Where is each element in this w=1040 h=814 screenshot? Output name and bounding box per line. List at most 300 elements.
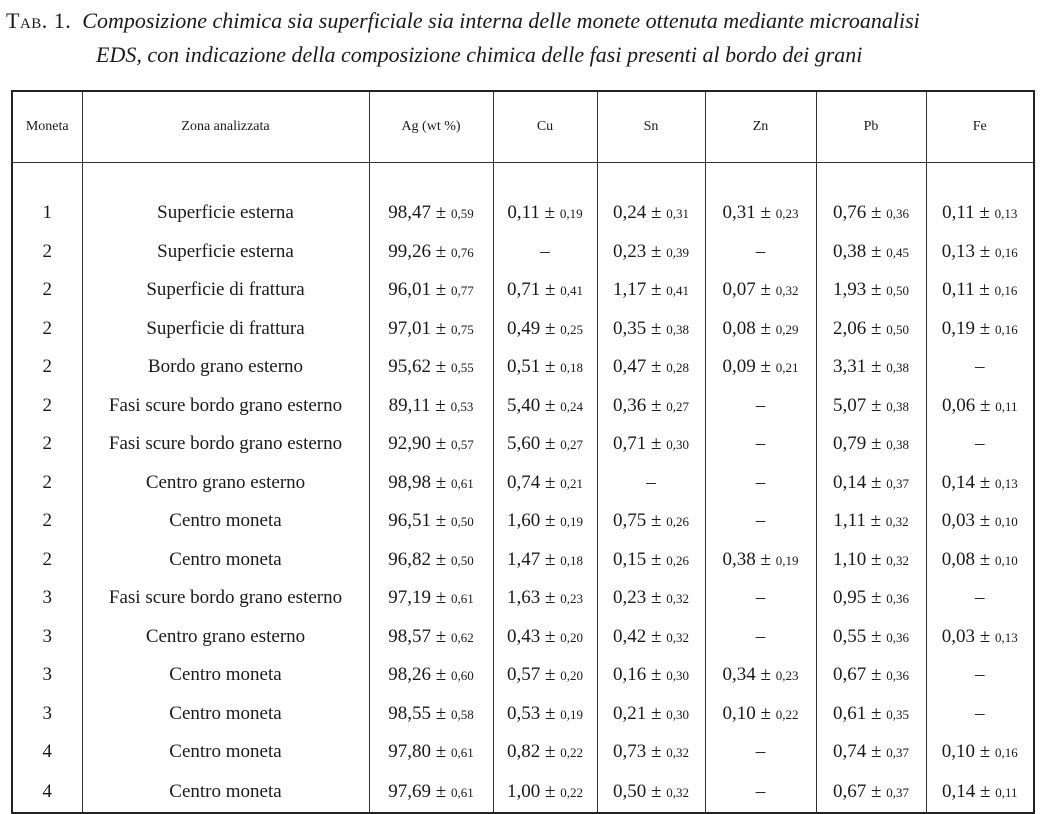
- cell-fe: [926, 772, 1034, 813]
- plus-minus-sign: ±: [975, 780, 996, 802]
- value: 0,51: [507, 356, 541, 378]
- uncertainty: 0,77: [450, 283, 474, 299]
- cell-zn: [705, 541, 816, 580]
- plus-minus-sign: ±: [866, 433, 887, 455]
- value: 0,03: [941, 510, 976, 532]
- cell-zn: [705, 425, 816, 464]
- plus-minus-sign: ±: [431, 202, 451, 224]
- plus-minus-sign: ±: [646, 279, 667, 301]
- uncertainty: 0,75: [450, 321, 474, 337]
- uncertainty: 0,35: [886, 706, 909, 722]
- table-row: [12, 502, 1034, 541]
- cell-fe: [926, 310, 1034, 349]
- caption-title-line-2: EDS, con indicazione della composizione chimica delle fasi presenti al bordo dei grani: [96, 42, 863, 67]
- plus-minus-sign: ±: [431, 664, 451, 686]
- plus-minus-sign: ±: [539, 202, 560, 224]
- uncertainty: 0,22: [560, 784, 583, 800]
- plus-minus-sign: ±: [540, 510, 561, 532]
- value: 1,63: [507, 587, 541, 609]
- uncertainty: 0,32: [666, 629, 689, 645]
- table-body: [12, 163, 1034, 813]
- plus-minus-sign: ±: [540, 780, 561, 802]
- uncertainty: 0,58: [450, 706, 474, 722]
- uncertainty: 0,19: [560, 514, 583, 530]
- value: 0,38: [833, 240, 867, 262]
- plus-minus-sign: ±: [866, 471, 887, 493]
- cell-zn: [705, 579, 816, 618]
- value: 1,10: [833, 548, 867, 570]
- uncertainty: 0,62: [450, 629, 474, 645]
- uncertainty: 0,60: [450, 668, 474, 684]
- value: 0,53: [507, 702, 541, 724]
- cell-zona: Centro grano esterno: [82, 618, 369, 657]
- value: 0,71: [507, 279, 541, 301]
- cell-cu: [493, 695, 597, 734]
- composition-table: [11, 90, 1035, 814]
- plus-minus-sign: ±: [431, 240, 451, 262]
- plus-minus-sign: ±: [431, 317, 451, 339]
- uncertainty: 0,23: [560, 591, 583, 607]
- value: 0,34: [722, 664, 756, 686]
- plus-minus-sign: ±: [975, 741, 995, 763]
- plus-minus-sign: ±: [646, 625, 667, 647]
- cell-sn: [597, 656, 705, 695]
- plus-minus-sign: ±: [431, 625, 451, 647]
- uncertainty: 0,37: [886, 475, 909, 491]
- value: 0,42: [613, 625, 647, 647]
- plus-minus-sign: ±: [540, 625, 561, 647]
- plus-minus-sign: ±: [975, 510, 995, 532]
- value: 0,76: [833, 202, 867, 224]
- uncertainty: 0,31: [666, 206, 689, 222]
- table-row: [12, 310, 1034, 349]
- value: 99,26: [388, 240, 432, 262]
- value: 0,06: [942, 394, 976, 416]
- value: 1,60: [507, 510, 541, 532]
- cell-ag: [369, 233, 493, 272]
- cell-zona: Superficie esterna: [82, 233, 369, 272]
- plus-minus-sign: ±: [646, 702, 667, 724]
- uncertainty: 0,38: [886, 398, 909, 414]
- value: 92,90: [388, 433, 432, 455]
- cell-zn: [705, 695, 816, 734]
- value: 0,24: [613, 202, 647, 224]
- plus-minus-sign: ±: [431, 741, 451, 763]
- cell-zona: Fasi scure bordo grano esterno: [82, 425, 369, 464]
- cell-ag: [369, 733, 493, 772]
- cell-cu: [493, 502, 597, 541]
- value: 97,19: [388, 587, 432, 609]
- uncertainty: 0,22: [560, 745, 583, 761]
- cell-pb: [816, 733, 926, 772]
- plus-minus-sign: ±: [866, 664, 887, 686]
- value: 5,07: [833, 394, 867, 416]
- plus-minus-sign: ±: [975, 394, 996, 416]
- value: 0,35: [613, 317, 647, 339]
- uncertainty: 0,32: [666, 745, 689, 761]
- uncertainty: 0,13: [994, 475, 1018, 491]
- uncertainty: 0,36: [886, 629, 909, 645]
- cell-zn: [705, 464, 816, 503]
- table-row: [12, 772, 1034, 813]
- cell-fe: [926, 387, 1034, 426]
- value: 0,10: [941, 741, 976, 763]
- plus-minus-sign: ±: [431, 548, 451, 570]
- cell-zn: [705, 502, 816, 541]
- uncertainty: 0,36: [886, 206, 909, 222]
- uncertainty: 0,37: [886, 784, 909, 800]
- table-row: [12, 194, 1034, 233]
- cell-ag: [369, 194, 493, 233]
- plus-minus-sign: ±: [975, 625, 995, 647]
- cell-zona: Centro grano esterno: [82, 464, 369, 503]
- value: 0,13: [941, 240, 976, 262]
- uncertainty: 0,61: [450, 784, 474, 800]
- cell-moneta: 2: [42, 510, 52, 532]
- value: 98,26: [388, 664, 432, 686]
- value: 0,23: [613, 240, 647, 262]
- uncertainty: 0,13: [994, 629, 1018, 645]
- value: 0,08: [722, 317, 756, 339]
- plus-minus-sign: ±: [866, 394, 887, 416]
- value: 1,00: [507, 780, 541, 802]
- cell-pb: [816, 541, 926, 580]
- value: 0,67: [833, 780, 867, 802]
- cell-moneta: 2: [42, 394, 52, 416]
- cell-fe: [926, 425, 1034, 464]
- value: 1,17: [613, 279, 647, 301]
- caption-label: Tab. 1.: [6, 8, 72, 33]
- cell-sn: [597, 233, 705, 272]
- cell-zona: Centro moneta: [82, 502, 369, 541]
- plus-minus-sign: ±: [540, 548, 561, 570]
- header-zn: Zn: [705, 91, 816, 163]
- cell-zona: Centro moneta: [82, 541, 369, 580]
- cell-zona: Centro moneta: [82, 772, 369, 813]
- value: –: [755, 240, 766, 262]
- plus-minus-sign: ±: [540, 317, 561, 339]
- cell-sn: [597, 541, 705, 580]
- value: 89,11: [388, 394, 431, 416]
- cell-fe: [926, 618, 1034, 657]
- plus-minus-sign: ±: [431, 279, 451, 301]
- uncertainty: 0,36: [886, 591, 909, 607]
- header-ag: Ag (wt %): [369, 91, 493, 163]
- cell-pb: [816, 695, 926, 734]
- cell-sn: [597, 348, 705, 387]
- value: 97,69: [388, 780, 432, 802]
- cell-ag: [369, 464, 493, 503]
- uncertainty: 0,38: [886, 360, 909, 376]
- plus-minus-sign: ±: [755, 702, 776, 724]
- plus-minus-sign: ±: [646, 587, 667, 609]
- cell-sn: [597, 387, 705, 426]
- header-zona: Zona analizzata: [82, 91, 369, 163]
- plus-minus-sign: ±: [540, 587, 561, 609]
- value: 5,60: [507, 433, 541, 455]
- plus-minus-sign: ±: [431, 356, 451, 378]
- value: 0,11: [507, 202, 540, 224]
- cell-ag: [369, 348, 493, 387]
- cell-zona: Centro moneta: [82, 695, 369, 734]
- cell-pb: [816, 464, 926, 503]
- cell-zona: Centro moneta: [82, 656, 369, 695]
- value: 0,71: [613, 433, 647, 455]
- table-row: [12, 425, 1034, 464]
- cell-ag: [369, 656, 493, 695]
- plus-minus-sign: ±: [646, 394, 667, 416]
- uncertainty: 0,19: [559, 206, 583, 222]
- plus-minus-sign: ±: [646, 510, 667, 532]
- header-fe: Fe: [926, 91, 1034, 163]
- value: 0,14: [833, 471, 867, 493]
- plus-minus-sign: ±: [431, 471, 451, 493]
- plus-minus-sign: ±: [540, 664, 561, 686]
- cell-pb: [816, 310, 926, 349]
- uncertainty: 0,10: [994, 514, 1018, 530]
- cell-moneta: 3: [42, 587, 52, 609]
- cell-sn: [597, 618, 705, 657]
- uncertainty: 0,50: [886, 321, 909, 337]
- cell-moneta: 3: [42, 702, 52, 724]
- plus-minus-sign: ±: [646, 780, 667, 802]
- value: 0,14: [941, 471, 976, 493]
- value: –: [975, 664, 985, 686]
- plus-minus-sign: ±: [755, 548, 776, 570]
- uncertainty: 0,27: [560, 437, 583, 453]
- cell-cu: [493, 310, 597, 349]
- value: 96,01: [388, 279, 432, 301]
- uncertainty: 0,30: [666, 706, 689, 722]
- uncertainty: 0,32: [666, 591, 689, 607]
- table-row: [12, 733, 1034, 772]
- plus-minus-sign: ±: [431, 510, 451, 532]
- caption-title-line-1: Composizione chimica sia superficiale sia interna delle monete ottenuta mediante microanalisi: [82, 8, 920, 33]
- cell-fe: [926, 502, 1034, 541]
- cell-moneta: 2: [42, 317, 52, 339]
- value: 0,61: [833, 702, 867, 724]
- cell-fe: [926, 733, 1034, 772]
- cell-sn: [597, 733, 705, 772]
- plus-minus-sign: ±: [646, 240, 667, 262]
- cell-ag: [369, 387, 493, 426]
- cell-cu: [493, 233, 597, 272]
- plus-minus-sign: ±: [866, 202, 887, 224]
- uncertainty: 0,57: [450, 437, 474, 453]
- value: 1,93: [833, 279, 867, 301]
- uncertainty: 0,45: [886, 244, 909, 260]
- cell-zona: Centro moneta: [82, 733, 369, 772]
- plus-minus-sign: ±: [540, 702, 561, 724]
- plus-minus-sign: ±: [866, 702, 887, 724]
- uncertainty: 0,39: [666, 244, 689, 260]
- cell-pb: [816, 233, 926, 272]
- plus-minus-sign: ±: [866, 741, 887, 763]
- value: 0,07: [722, 279, 756, 301]
- value: 0,57: [507, 664, 541, 686]
- value: 96,51: [388, 510, 432, 532]
- uncertainty: 0,20: [560, 629, 583, 645]
- value: 95,62: [388, 356, 432, 378]
- uncertainty: 0,20: [560, 668, 583, 684]
- cell-cu: [493, 541, 597, 580]
- value: 0,74: [507, 471, 541, 493]
- plus-minus-sign: ±: [646, 741, 667, 763]
- value: –: [975, 433, 985, 455]
- cell-pb: [816, 387, 926, 426]
- value: 0,55: [833, 625, 867, 647]
- cell-cu: [493, 618, 597, 657]
- plus-minus-sign: ±: [540, 394, 561, 416]
- value: 1,47: [507, 548, 541, 570]
- value: 98,57: [388, 625, 432, 647]
- uncertainty: 0,24: [560, 398, 583, 414]
- uncertainty: 0,16: [994, 244, 1018, 260]
- plus-minus-sign: ±: [540, 433, 561, 455]
- plus-minus-sign: ±: [755, 664, 776, 686]
- uncertainty: 0,22: [775, 706, 799, 722]
- plus-minus-sign: ±: [646, 317, 667, 339]
- table-row: [12, 464, 1034, 503]
- cell-zn: [705, 772, 816, 813]
- plus-minus-sign: ±: [866, 279, 887, 301]
- uncertainty: 0,10: [994, 552, 1018, 568]
- uncertainty: 0,50: [450, 552, 474, 568]
- cell-fe: [926, 579, 1034, 618]
- uncertainty: 0,16: [994, 321, 1018, 337]
- plus-minus-sign: ±: [646, 202, 667, 224]
- cell-ag: [369, 425, 493, 464]
- cell-cu: [493, 387, 597, 426]
- value: –: [755, 741, 766, 763]
- value: –: [755, 433, 766, 455]
- plus-minus-sign: ±: [866, 240, 887, 262]
- cell-sn: [597, 271, 705, 310]
- value: 98,55: [388, 702, 432, 724]
- cell-zn: [705, 387, 816, 426]
- uncertainty: 0,11: [995, 398, 1018, 414]
- uncertainty: 0,23: [775, 668, 799, 684]
- cell-zn: [705, 271, 816, 310]
- cell-ag: [369, 271, 493, 310]
- plus-minus-sign: ±: [975, 240, 995, 262]
- cell-zn: [705, 618, 816, 657]
- plus-minus-sign: ±: [646, 356, 667, 378]
- cell-moneta: 2: [42, 240, 52, 262]
- plus-minus-sign: ±: [540, 471, 561, 493]
- value: 5,40: [507, 394, 541, 416]
- value: 0,74: [833, 741, 867, 763]
- cell-cu: [493, 271, 597, 310]
- value: 0,36: [613, 394, 647, 416]
- value: 98,98: [388, 471, 432, 493]
- cell-ag: [369, 502, 493, 541]
- uncertainty: 0,25: [560, 321, 583, 337]
- value: 2,06: [833, 317, 867, 339]
- header-sn: Sn: [597, 91, 705, 163]
- cell-sn: [597, 425, 705, 464]
- cell-zona: Bordo grano esterno: [82, 348, 369, 387]
- cell-pb: [816, 579, 926, 618]
- cell-pb: [816, 618, 926, 657]
- uncertainty: 0,19: [775, 552, 799, 568]
- uncertainty: 0,26: [666, 552, 689, 568]
- cell-sn: [597, 310, 705, 349]
- uncertainty: 0,18: [560, 360, 583, 376]
- uncertainty: 0,61: [450, 591, 474, 607]
- cell-sn: [597, 502, 705, 541]
- cell-fe: [926, 695, 1034, 734]
- plus-minus-sign: ±: [866, 548, 887, 570]
- value: 0,11: [942, 279, 975, 301]
- header-cu: Cu: [493, 91, 597, 163]
- table-row: [12, 695, 1034, 734]
- cell-moneta: 3: [42, 625, 52, 647]
- cell-ag: [369, 772, 493, 813]
- plus-minus-sign: ±: [755, 202, 776, 224]
- plus-minus-sign: ±: [755, 317, 776, 339]
- plus-minus-sign: ±: [646, 664, 667, 686]
- value: 97,80: [388, 741, 432, 763]
- plus-minus-sign: ±: [540, 279, 561, 301]
- value: 96,82: [388, 548, 432, 570]
- cell-fe: [926, 541, 1034, 580]
- uncertainty: 0,32: [886, 552, 909, 568]
- cell-moneta: 1: [42, 202, 52, 224]
- uncertainty: 0,30: [666, 437, 689, 453]
- cell-sn: [597, 772, 705, 813]
- value: 0,50: [613, 780, 647, 802]
- value: 0,16: [613, 664, 647, 686]
- uncertainty: 0,16: [994, 283, 1018, 299]
- uncertainty: 0,38: [666, 321, 689, 337]
- uncertainty: 0,16: [994, 745, 1018, 761]
- caption-line-1: [6, 4, 1036, 38]
- uncertainty: 0,28: [666, 360, 689, 376]
- uncertainty: 0,18: [560, 552, 583, 568]
- value: 3,31: [833, 356, 867, 378]
- value: 0,43: [507, 625, 541, 647]
- cell-pb: [816, 271, 926, 310]
- plus-minus-sign: ±: [540, 356, 561, 378]
- value: –: [975, 702, 985, 724]
- cell-fe: [926, 271, 1034, 310]
- table-row: [12, 348, 1034, 387]
- plus-minus-sign: ±: [431, 433, 451, 455]
- value: 97,01: [388, 317, 432, 339]
- table-caption: [6, 4, 1036, 72]
- cell-cu: [493, 348, 597, 387]
- plus-minus-sign: ±: [866, 356, 887, 378]
- cell-pb: [816, 425, 926, 464]
- plus-minus-sign: ±: [431, 780, 451, 802]
- value: 0,95: [833, 587, 867, 609]
- cell-zn: [705, 233, 816, 272]
- uncertainty: 0,32: [775, 283, 799, 299]
- cell-cu: [493, 656, 597, 695]
- cell-moneta: 4: [42, 741, 52, 763]
- cell-moneta: 2: [42, 471, 52, 493]
- cell-pb: [816, 502, 926, 541]
- cell-zona: Fasi scure bordo grano esterno: [82, 387, 369, 426]
- cell-cu: [493, 425, 597, 464]
- uncertainty: 0,32: [666, 784, 689, 800]
- table-row: [12, 387, 1034, 426]
- uncertainty: 0,21: [775, 360, 799, 376]
- value: –: [646, 471, 656, 493]
- uncertainty: 0,32: [885, 514, 909, 530]
- cell-zn: [705, 733, 816, 772]
